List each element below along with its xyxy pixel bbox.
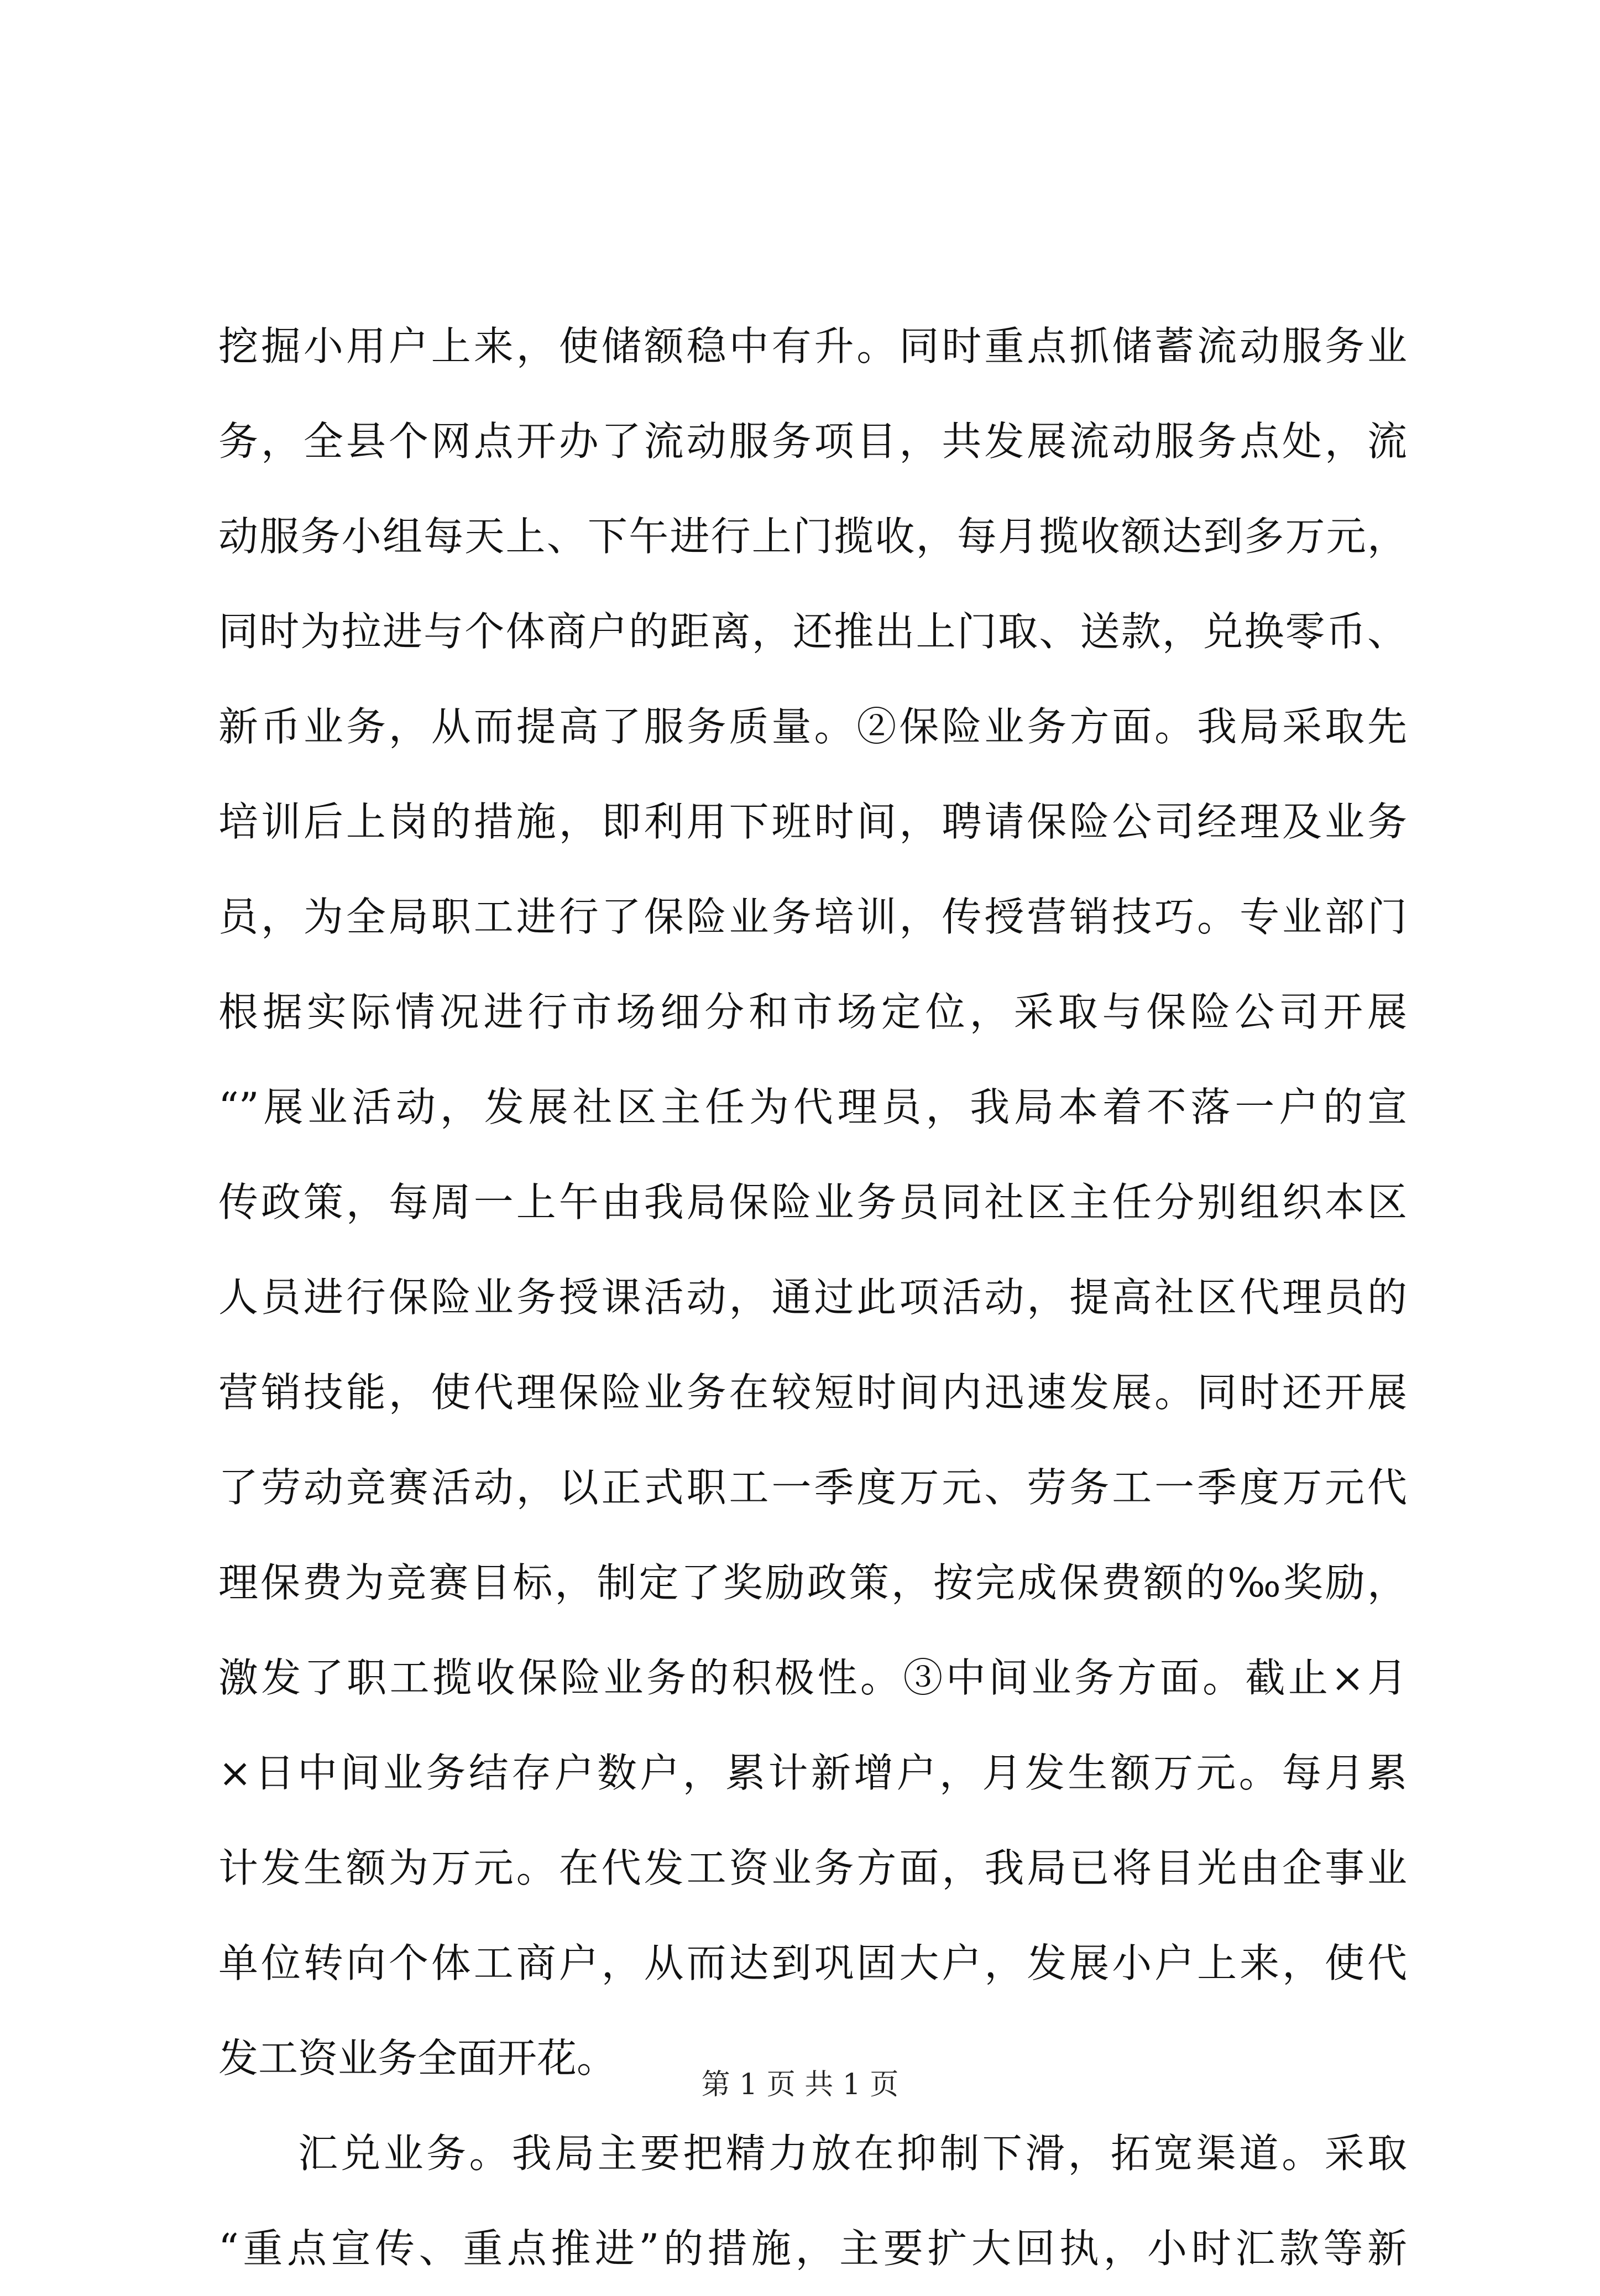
- text-line: 计发生额为万元。在代发工资业务方面，我局已将目光由企事业: [218, 1845, 1407, 1891]
- text-line: ×日中间业务结存户数户，累计新增户，月发生额万元。每月累: [218, 1750, 1407, 1796]
- body-text: [218, 299, 1407, 2296]
- text-line: 营销技能，使代理保险业务在较短时间内迅速发展。同时还开展: [218, 1369, 1407, 1416]
- text-line: 员，为全局职工进行了保险业务培训，传授营销技巧。专业部门: [218, 894, 1407, 940]
- text-line: 根据实际情况进行市场细分和市场定位，采取与保险公司开展: [218, 989, 1407, 1035]
- text-line: 人员进行保险业务授课活动，通过此项活动，提高社区代理员的: [218, 1274, 1407, 1321]
- text-line: 理保费为竞赛目标，制定了奖励政策，按完成保费额的‰奖励，: [218, 1559, 1407, 1606]
- text-line: 动服务小组每天上、下午进行上门揽收，每月揽收额达到多万元，: [218, 513, 1407, 560]
- text-line: 传政策，每周一上午由我局保险业务员同社区主任分别组织本区: [218, 1179, 1407, 1225]
- text-line: 同时为拉进与个体商户的距离，还推出上门取、送款，兑换零币、: [218, 608, 1407, 655]
- text-line: 了劳动竞赛活动，以正式职工一季度万元、劳务工一季度万元代: [218, 1464, 1407, 1511]
- text-line: “重点宣传、重点推进”的措施，主要扩大回执，小时汇款等新: [218, 2225, 1407, 2272]
- page-footer: 第 1 页 共 1 页: [701, 2068, 899, 2101]
- text-line: 培训后上岗的措施，即利用下班时间，聘请保险公司经理及业务: [218, 799, 1407, 845]
- text-line: 新币业务，从而提高了服务质量。②保险业务方面。我局采取先: [218, 703, 1407, 750]
- text-line: 激发了职工揽收保险业务的积极性。③中间业务方面。截止×月: [218, 1655, 1407, 1701]
- text-line: 挖掘小用户上来，使储额稳中有升。同时重点抓储蓄流动服务业: [218, 323, 1407, 369]
- paragraph-first-line: 汇兑业务。我局主要把精力放在抑制下滑，拓宽渠道。采取: [298, 2130, 1407, 2177]
- text-line: 单位转向个体工商户，从而达到巩固大户，发展小户上来，使代: [218, 1940, 1407, 1986]
- text-line: 发工资业务全面开花。: [218, 2035, 617, 2081]
- text-line: “”展业活动，发展社区主任为代理员，我局本着不落一户的宣: [218, 1084, 1407, 1130]
- text-line: 务，全县个网点开办了流动服务项目，共发展流动服务点处，流: [218, 418, 1407, 465]
